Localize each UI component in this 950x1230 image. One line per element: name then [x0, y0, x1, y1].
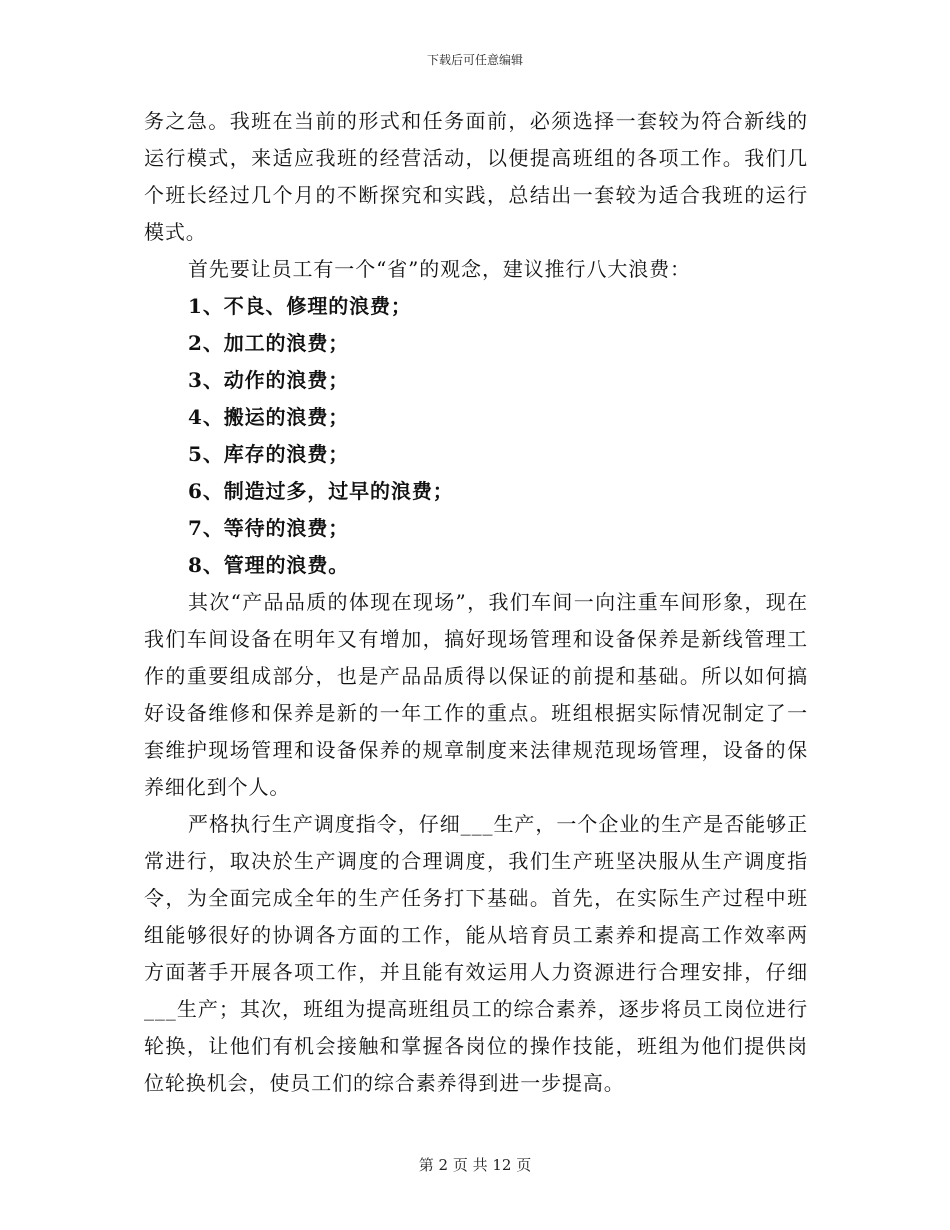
page-header-note: 下载后可任意编辑: [426, 53, 523, 67]
paragraph-3: 其次“产品品质的体现在现场”，我们车间一向注重车间形象，现在我们车间设备在明年又有增加，搞好现场管理和设备保养是新线管理工作的重要组成部分，也是产品品质得以保证的前提和基础。所以如何搞好设备维修和保养是新的一年工作的重点。班组根据实际情况制定了一套维护现场管理和设备保养的规章制度来法律规范现场管理，设备的保养细化到个人。: [144, 590, 808, 799]
paragraph-4: 严格执行生产调度指令，仔细___生产，一个企业的生产是否能够正常进行，取决於生产调度的合理调度，我们生产班坚决服从生产调度指令，为全面完成全年的生产任务打下基础。首先，在实际生产过程中班组能够很好的协调各方面的工作，能从培育员工素养和提高工作效率两方面著手开展各项工作，并且能有效运用人力资源进行合理安排，仔细___生产；其次，班组为提高班组员工的综合素养，逐步将员工岗位进行轮换，让他们有机会接触和掌握各岗位的操作技能，班组为他们提供岗位轮换机会，使员工们的综合素养得到进一步提高。: [144, 812, 808, 1095]
paragraph-2: 首先要让员工有一个“省”的观念，建议推行八大浪费：: [188, 257, 691, 281]
page-footer-number: 第 2 页 共 12 页: [418, 1156, 532, 1174]
waste-list-item-6: 6、制造过多，过早的浪费；: [188, 479, 454, 503]
document-body: [144, 103, 808, 1102]
waste-list-item-7: 7、等待的浪费；: [188, 516, 350, 540]
waste-list-item-1: 1、不良、修理的浪费；: [188, 294, 412, 318]
waste-list-item-8: 8、管理的浪费。: [188, 553, 350, 577]
waste-list-item-2: 2、加工的浪费；: [188, 331, 350, 355]
waste-list-item-5: 5、库存的浪费；: [188, 442, 350, 466]
waste-list-item-4: 4、搬运的浪费；: [188, 405, 350, 429]
waste-list-item-3: 3、动作的浪费；: [188, 368, 350, 392]
paragraph-1: 务之急。我班在当前的形式和任务面前，必须选择一套较为符合新线的运行模式，来适应我班的经营活动，以便提高班组的各项工作。我们几个班长经过几个月的不断探究和实践，总结出一套较为适合我班的运行模式。: [144, 109, 808, 244]
